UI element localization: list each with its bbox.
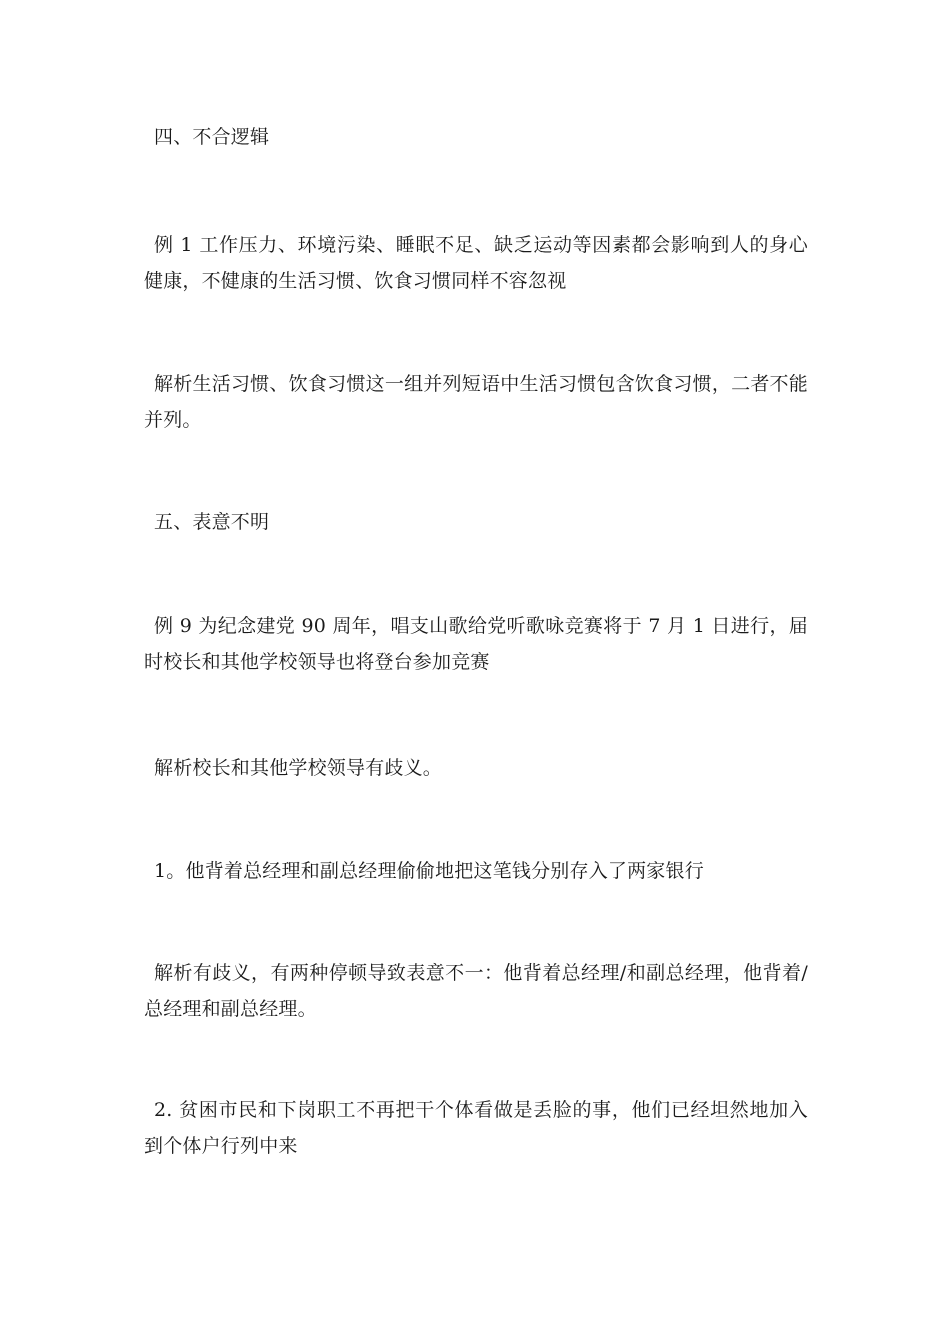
analysis-paragraph-9: 解析校长和其他学校领导有歧义。 xyxy=(154,757,443,779)
example-paragraph-1: 例 1 工作压力、环境污染、睡眠不足、缺乏运动等因素都会影响到人的身心健康，不健康的生活习惯、饮食习惯同样不容忽视 xyxy=(144,234,808,292)
section-heading-5: 五、表意不明 xyxy=(154,511,270,533)
section-heading-4: 四、不合逻辑 xyxy=(154,126,270,148)
example-item-2: 2. 贫困市民和下岗职工不再把干个体看做是丢脸的事，他们已经坦然地加入到个体户行列中来 xyxy=(144,1099,808,1157)
example-paragraph-9: 例 9 为纪念建党 90 周年，唱支山歌给党听歌咏竞赛将于 7 月 1 日进行，届时校长和其他学校领导也将登台参加竞赛 xyxy=(144,615,808,673)
analysis-paragraph-1: 解析生活习惯、饮食习惯这一组并列短语中生活习惯包含饮食习惯，二者不能并列。 xyxy=(144,373,808,431)
example-item-1: 1。他背着总经理和副总经理偷偷地把这笔钱分别存入了两家银行 xyxy=(154,860,704,882)
analysis-item-1: 解析有歧义，有两种停顿导致表意不一：他背着总经理/和副总经理，他背着/总经理和副总经理。 xyxy=(144,962,808,1020)
